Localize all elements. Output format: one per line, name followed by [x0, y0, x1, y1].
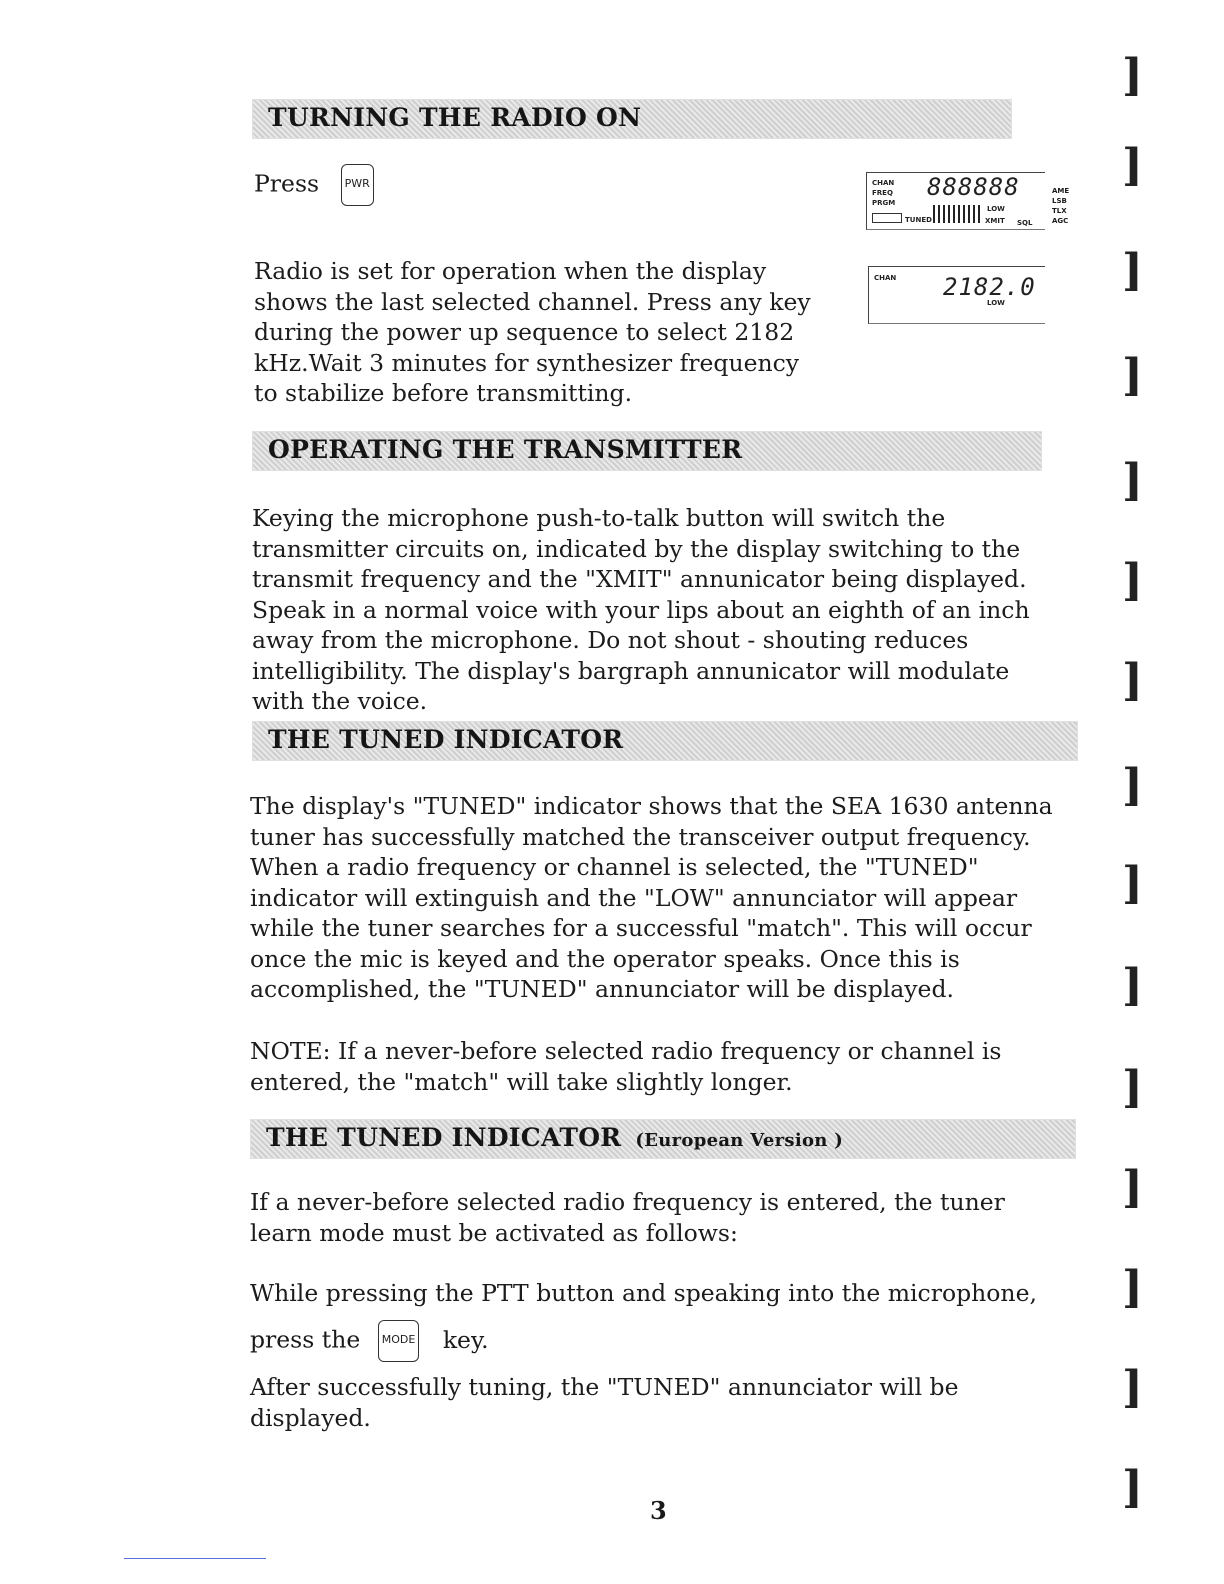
tuned-paragraph	[250, 791, 1066, 1005]
lcd-low-label: LOW	[987, 205, 1005, 213]
tuned-eu-text1: If a never-before selected radio frequency is entered, the tuner learn mode must be activated as follows:	[250, 1188, 1005, 1247]
heading-text: OPERATING THE TRANSMITTER	[268, 435, 743, 464]
lcd-tlx-label: TLX	[1052, 207, 1067, 215]
press-mode-line	[250, 1320, 489, 1362]
section-heading-turning-on	[252, 99, 1012, 139]
binding-ring-icon: ]	[1122, 1262, 1143, 1313]
footer-rule	[124, 1558, 266, 1559]
tuned-text: The display's "TUNED" indicator shows that the SEA 1630 antenna tuner has successfully matched the transceiver output frequency. When a radio frequency or channel is selected, the "TUNED" indicator will extinguish and the "LOW" annunciator will appear while the tuner searches for a successful "match". This will occur once the mic is keyed and the operator speaks. Once this is accomplished, the "TUNED" annunciator will be displayed.	[250, 792, 1053, 1003]
bargraph-icon	[933, 205, 983, 223]
binding-ring-icon: ]	[1122, 1062, 1143, 1113]
tuned-eu-paragraph1	[250, 1187, 1066, 1248]
binding-ring-icon: ]	[1122, 50, 1143, 101]
lcd-display-full	[866, 172, 1045, 230]
binding-ring-icon: ]	[1122, 858, 1143, 909]
binding-ring-icon: ]	[1122, 655, 1143, 706]
binding-ring-icon: ]	[1122, 245, 1143, 296]
press-the-label: press the	[250, 1325, 361, 1354]
tuned-note	[250, 1036, 1050, 1097]
section-heading-tuned	[252, 721, 1078, 761]
turning-on-paragraph	[254, 256, 824, 409]
lcd-freq-label: FREQ	[872, 189, 893, 197]
lcd-agc-label: AGC	[1052, 217, 1069, 225]
lcd2-digits: 2182.0	[943, 273, 1036, 301]
binding-ring-icon: ]	[1122, 760, 1143, 811]
binding-ring-icon: ]	[1122, 1162, 1143, 1213]
lcd-display-channel	[868, 266, 1045, 324]
page-number: 3	[650, 1496, 667, 1525]
binding-ring-icon: ]	[1122, 960, 1143, 1011]
press-label: Press	[254, 169, 320, 198]
lcd2-low-label: LOW	[987, 299, 1005, 307]
lcd-lsb-label: LSB	[1052, 197, 1067, 205]
transmitter-paragraph	[252, 503, 1068, 717]
heading-text: TURNING THE RADIO ON	[268, 103, 642, 132]
binding-ring-icon: ]	[1122, 455, 1143, 506]
lcd-tuned-label: TUNED	[905, 216, 932, 224]
tuned-eu-paragraph3	[250, 1372, 1040, 1433]
lcd-digits: 888888	[927, 173, 1020, 201]
turning-on-text: Radio is set for operation when the display shows the last selected channel. Press any key during the power up sequence to select 2182 kHz.Wait 3 minutes for synthesizer frequency to stabilize before transmitting.	[254, 257, 811, 407]
tuned-eu-text2: While pressing the PTT button and speaking into the microphone,	[250, 1279, 1037, 1307]
lcd-mode-labels	[1052, 186, 1076, 226]
lcd-sql-label: SQL	[1017, 219, 1033, 227]
lcd-box-icon	[872, 213, 902, 223]
key-word: key.	[442, 1325, 489, 1354]
tuned-eu-paragraph2	[250, 1278, 1066, 1309]
tuned-eu-text3: After successfully tuning, the "TUNED" annunciator will be displayed.	[250, 1373, 959, 1432]
lcd2-chan-label: CHAN	[874, 274, 897, 282]
section-heading-tuned-european	[250, 1119, 1076, 1159]
lcd-chan-label: CHAN	[872, 179, 895, 187]
pwr-key: PWR	[341, 164, 374, 206]
transmitter-text: Keying the microphone push-to-talk button will switch the transmitter circuits on, indicated by the display switching to the transmit frequency and the "XMIT" annunicator being displayed. Speak in a normal voice with your lips about an eighth of an inch away from the microphone. Do not shout - shouting reduces intelligibility. The display's bargraph annunicator will modulate with the voice.	[252, 504, 1030, 715]
lcd-xmit-label: XMIT	[985, 217, 1005, 225]
heading-main: THE TUNED INDICATOR	[266, 1123, 622, 1152]
mode-key: MODE	[378, 1320, 420, 1362]
lcd-ame-label: AME	[1052, 187, 1070, 195]
lcd-prgm-label: PRGM	[872, 199, 896, 207]
binding-ring-icon: ]	[1122, 350, 1143, 401]
binding-ring-icon: ]	[1122, 140, 1143, 191]
binding-ring-icon: ]	[1122, 1462, 1143, 1513]
heading-text	[266, 1123, 843, 1152]
press-pwr-line	[254, 164, 374, 206]
heading-text: THE TUNED INDICATOR	[268, 725, 624, 754]
tuned-note-text: NOTE: If a never-before selected radio frequency or channel is entered, the "match" will take slightly longer.	[250, 1037, 1002, 1096]
binding-ring-icon: ]	[1122, 555, 1143, 606]
binding-ring-icon: ]	[1122, 1362, 1143, 1413]
heading-sub: (European Version )	[635, 1130, 844, 1151]
section-heading-transmitter	[252, 431, 1042, 471]
